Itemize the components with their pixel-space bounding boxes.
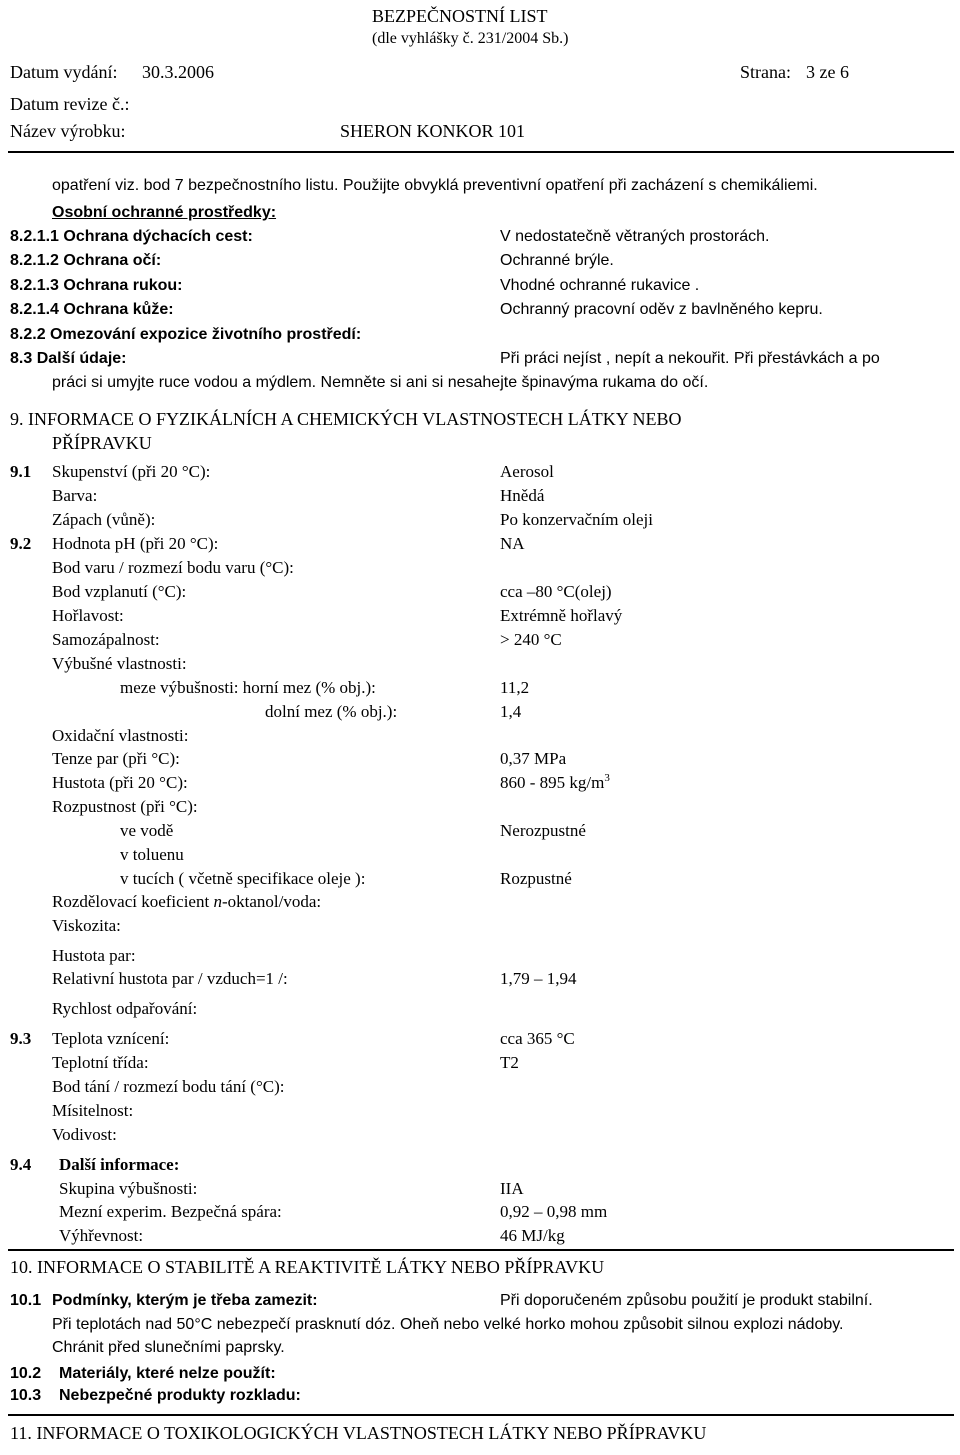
property-value: 46 MJ/kg [500, 1226, 565, 1245]
page-number: 3 ze 6 [806, 62, 849, 82]
property-label: Bod vzplanutí (°C): [52, 582, 187, 601]
property-label: dolní mez (% obj.): [265, 702, 398, 721]
property-value: Aerosol [500, 462, 554, 481]
page-label: Strana: [740, 62, 791, 82]
respiratory-protection-label: 8.2.1.1 Ochrana dýchacích cest: [10, 228, 253, 245]
property-value: cca 365 °C [500, 1029, 575, 1048]
property-label: Mezní experim. Bezpečná spára: [59, 1202, 282, 1221]
subsection-number: 9.1 [10, 462, 32, 481]
section-divider [8, 1414, 954, 1416]
subsection-number: 10.2 [10, 1365, 42, 1382]
other-data-label: 8.3 Další údaje: [10, 350, 127, 367]
property-label: Výhřevnost: [59, 1226, 144, 1245]
subsection-number: 10.3 [10, 1387, 42, 1404]
property-label [52, 893, 321, 910]
section10-heading: 10. INFORMACE O STABILITĚ A REAKTIVITĚ LÁTKY NEBO PŘÍPRAVKU [10, 1257, 605, 1277]
decomposition-products-label: Nebezpečné produkty rozkladu: [59, 1387, 301, 1404]
other-data-continuation: práci si umyjte ruce vodou a mýdlem. Nemněte si ani si nesahejte špinavýma rukama do očí. [52, 374, 709, 391]
property-value: T2 [500, 1053, 519, 1072]
skin-protection-label: 8.2.1.4 Ochrana kůže: [10, 301, 174, 318]
property-label: Bod tání / rozmezí bodu tání (°C): [52, 1077, 285, 1096]
skin-protection-value: Ochranný pracovní oděv z bavlněného kepru. [500, 301, 823, 318]
document-title: BEZPEČNOSTNÍ LIST [372, 6, 548, 26]
respiratory-protection-value: V nedostatečně větraných prostorách. [500, 228, 770, 245]
section8-intro: opatření viz. bod 7 bezpečnostního listu. Použijte obvyklá preventivní opatření při zacházení s chemikáliemi. [52, 177, 818, 194]
incompatible-materials-label: Materiály, které nelze použít: [59, 1365, 276, 1382]
ppe-heading: Osobní ochranné prostředky: [52, 204, 277, 221]
subsection-number: 9.4 [10, 1155, 32, 1174]
property-value: 0,37 MPa [500, 749, 567, 768]
section9-heading: 9. INFORMACE O FYZIKÁLNÍCH A CHEMICKÝCH VLASTNOSTECH LÁTKY NEBO [10, 409, 682, 429]
stability-note: Chránit před slunečními paprsky. [52, 1339, 285, 1356]
header-divider [8, 151, 954, 153]
issue-date: 30.3.2006 [142, 62, 214, 82]
property-label: Skupina výbušnosti: [59, 1179, 198, 1198]
section11-heading: 11. INFORMACE O TOXIKOLOGICKÝCH VLASTNOSTECH LÁTKY NEBO PŘÍPRAVKU [10, 1423, 707, 1443]
partition-label-b: -oktanol/voda: [221, 892, 322, 911]
environment-exposure-label: 8.2.2 Omezování expozice životního prostředí: [10, 326, 362, 343]
property-label: Bod varu / rozmezí bodu varu (°C): [52, 558, 294, 577]
partition-label-a: Rozdělovací koeficient [52, 892, 214, 911]
conditions-to-avoid-label: Podmínky, kterým je třeba zamezit: [52, 1292, 318, 1309]
conditions-to-avoid-value: Při doporučeném způsobu použití je produkt stabilní. [500, 1292, 873, 1309]
property-value: NA [500, 534, 525, 553]
density-value: 860 - 895 kg/m [500, 773, 605, 792]
property-value: Po konzervačním oleji [500, 510, 653, 529]
property-label: Hustota (při 20 °C): [52, 773, 188, 792]
property-label: v toluenu [120, 845, 184, 864]
property-label: Oxidační vlastnosti: [52, 726, 189, 745]
eye-protection-label: 8.2.1.2 Ochrana očí: [10, 252, 162, 269]
property-label: Samozápalnost: [52, 630, 160, 649]
property-label: meze výbušnosti: horní mez (% obj.): [120, 678, 376, 697]
property-label: Relativní hustota par / vzduch=1 /: [52, 969, 288, 988]
product-label: Název výrobku: [10, 121, 126, 141]
property-label: Rozpustnost (při °C): [52, 797, 198, 816]
property-value: Nerozpustné [500, 821, 586, 840]
property-value: Hnědá [500, 486, 545, 505]
property-value [500, 774, 610, 791]
other-data-value: Při práci nejíst , nepít a nekouřit. Při přestávkách a po [500, 350, 880, 367]
property-label: Rychlost odpařování: [52, 999, 198, 1018]
property-value: 1,4 [500, 702, 522, 721]
property-label: v tucích ( včetně specifikace oleje ): [120, 869, 366, 888]
product-name: SHERON KONKOR 101 [340, 121, 526, 141]
property-label: Teplota vznícení: [52, 1029, 170, 1048]
property-label: Teplotní třída: [52, 1053, 149, 1072]
property-label: Zápach (vůně): [52, 510, 156, 529]
property-value: Extrémně hořlavý [500, 606, 623, 625]
property-value: IIA [500, 1179, 524, 1198]
property-value: 1,79 – 1,94 [500, 969, 577, 988]
property-label: Vodivost: [52, 1125, 117, 1144]
subsection-number: 9.2 [10, 534, 32, 553]
revision-label: Datum revize č.: [10, 94, 130, 114]
issue-date-label: Datum vydání: [10, 62, 118, 82]
partition-label-n: n [213, 892, 222, 911]
property-label: Hodnota pH (při 20 °C): [52, 534, 219, 553]
subsection-number: 10.1 [10, 1292, 42, 1309]
property-value: Rozpustné [500, 869, 572, 888]
hand-protection-label: 8.2.1.3 Ochrana rukou: [10, 277, 183, 294]
property-label: Tenze par (při °C): [52, 749, 180, 768]
further-info-heading: Další informace: [59, 1155, 180, 1174]
subsection-number: 9.3 [10, 1029, 32, 1048]
eye-protection-value: Ochranné brýle. [500, 252, 614, 269]
property-label: Skupenství (při 20 °C): [52, 462, 211, 481]
property-label: ve vodě [120, 821, 174, 840]
property-label: Mísitelnost: [52, 1101, 134, 1120]
property-label: Viskozita: [52, 916, 121, 935]
property-label: Hořlavost: [52, 606, 124, 625]
density-exponent: 3 [604, 772, 610, 784]
property-label: Výbušné vlastnosti: [52, 654, 187, 673]
property-value: 11,2 [500, 678, 530, 697]
section9-heading-line2: PŘÍPRAVKU [52, 433, 152, 453]
property-value: cca –80 °C(olej) [500, 582, 612, 601]
hand-protection-value: Vhodné ochranné rukavice . [500, 277, 700, 294]
property-value: > 240 °C [500, 630, 562, 649]
section-divider [8, 1249, 954, 1251]
stability-note: Při teplotách nad 50°C nebezpečí prasknutí dóz. Oheň nebo velké horko mohou způsobit silnou explozi nádoby. [52, 1316, 844, 1333]
document-subtitle: (dle vyhlášky č. 231/2004 Sb.) [372, 30, 569, 47]
property-label: Barva: [52, 486, 98, 505]
property-label: Hustota par: [52, 946, 136, 965]
property-value: 0,92 – 0,98 mm [500, 1202, 608, 1221]
